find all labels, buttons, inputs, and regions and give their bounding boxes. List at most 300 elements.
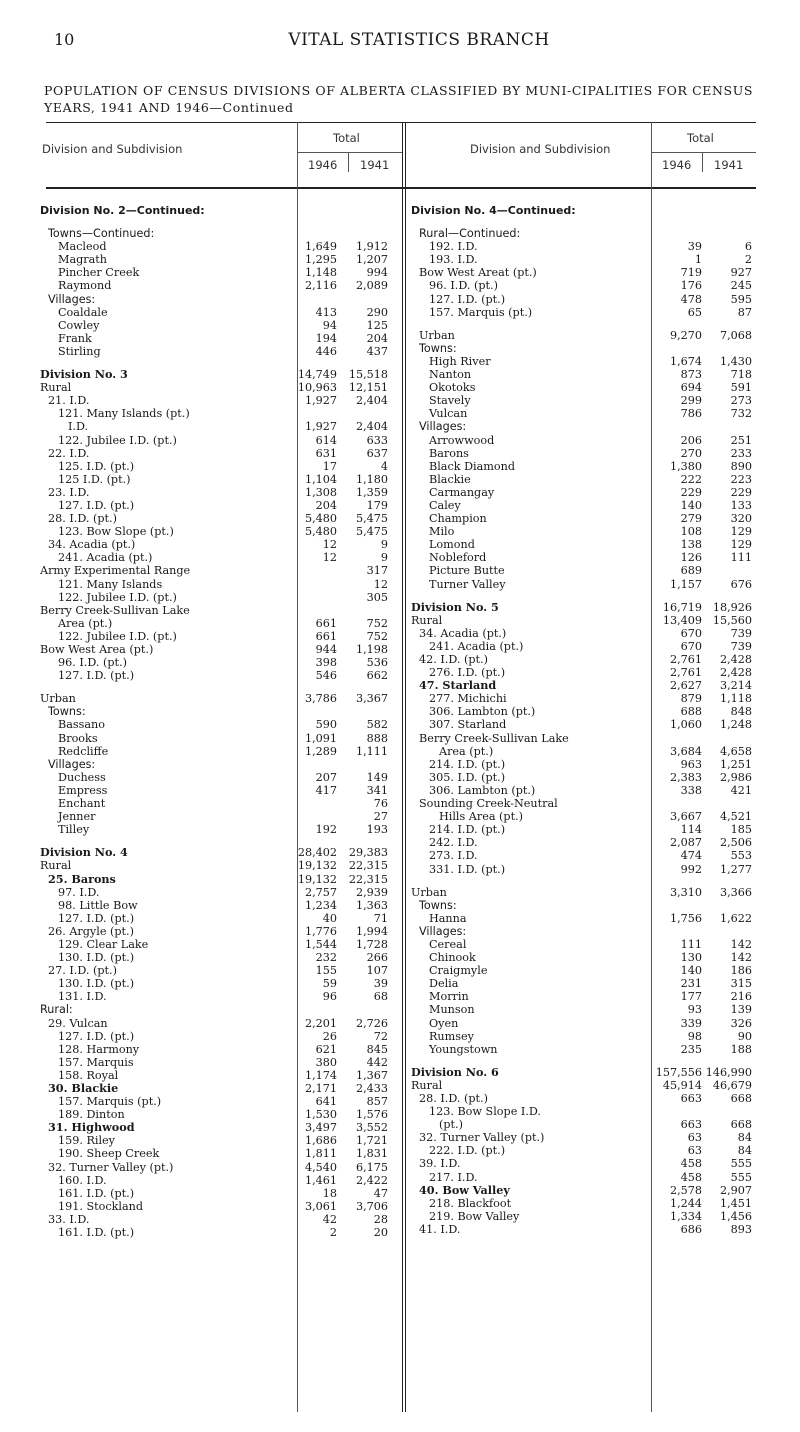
value-1941: 84 — [737, 1144, 752, 1158]
value-1946: 63 — [687, 1144, 702, 1158]
value-1946: 299 — [680, 394, 702, 408]
value-1941: 442 — [366, 1055, 388, 1069]
table-row — [411, 204, 756, 217]
value-1946: 1,530 — [304, 1108, 337, 1122]
value-1941: 71 — [373, 911, 388, 925]
value-1941: 290 — [366, 305, 388, 319]
table-row — [411, 977, 756, 990]
row-label: 39. I.D. — [419, 1157, 461, 1171]
row-label: Raymond — [58, 279, 112, 293]
row-label: 31. Highwood — [48, 1121, 135, 1135]
row-label: 193. I.D. — [429, 253, 478, 267]
value-1946: 1,334 — [669, 1209, 702, 1223]
table-row — [40, 1043, 396, 1056]
value-1941: 1,576 — [355, 1108, 388, 1122]
population-table — [40, 122, 756, 1412]
column-divider-rule-2 — [405, 122, 406, 1412]
row-label: 217. I.D. — [429, 1170, 478, 1184]
value-1941: 2,907 — [719, 1183, 752, 1197]
value-1941: 2,939 — [355, 885, 388, 899]
table-row — [411, 420, 756, 433]
row-label: 123. Bow Slope (pt.) — [58, 525, 174, 539]
value-1941: 732 — [730, 407, 752, 421]
value-1946: 417 — [315, 783, 337, 797]
row-label: 192. I.D. — [429, 240, 478, 254]
value-1941: 4,521 — [719, 810, 752, 824]
table-row — [411, 745, 756, 758]
value-1941: 888 — [366, 731, 388, 745]
left-year-divider — [348, 152, 349, 172]
value-1946: 413 — [315, 305, 337, 319]
table-row — [40, 486, 396, 499]
row-label: I.D. — [68, 420, 89, 434]
value-1946: 194 — [315, 331, 337, 345]
value-1946: 590 — [315, 718, 337, 732]
value-1946: 207 — [315, 770, 337, 784]
row-label: Jenner — [58, 810, 96, 824]
row-label: Division No. 4 — [40, 846, 128, 860]
value-1946: 1,686 — [304, 1134, 337, 1148]
row-label: Craigmyle — [429, 964, 488, 978]
value-1941: 5,475 — [355, 525, 388, 539]
table-row — [40, 669, 396, 682]
row-label: 122. Jubilee I.D. (pt.) — [58, 629, 177, 643]
value-1941: 2,726 — [355, 1016, 388, 1030]
right-header-total: Total — [687, 131, 714, 145]
value-1946: 614 — [315, 433, 337, 447]
table-row — [40, 797, 396, 810]
row-label: Rural — [40, 859, 72, 873]
row-label: 276. I.D. (pt.) — [429, 666, 506, 680]
value-1946: 2,171 — [304, 1082, 337, 1095]
row-label: Nanton — [429, 368, 472, 382]
value-1946: 206 — [680, 433, 702, 447]
left-header-1941: 1941 — [360, 158, 390, 172]
table-row — [40, 345, 396, 358]
value-1941: 12 — [373, 577, 388, 591]
value-1946: 1,104 — [304, 472, 337, 486]
value-1941: 1,430 — [719, 354, 752, 368]
value-1946: 14,749 — [297, 368, 337, 382]
value-1941: 857 — [366, 1095, 388, 1109]
value-1946: 474 — [680, 849, 702, 863]
row-label: Magrath — [58, 253, 108, 267]
value-1946: 339 — [680, 1016, 702, 1030]
value-1946: 111 — [680, 937, 702, 951]
value-1946: 663 — [680, 1118, 702, 1132]
table-row — [40, 705, 396, 718]
row-label: Towns: — [419, 898, 457, 912]
row-label: 34. Acadia (pt.) — [419, 626, 507, 640]
table-row — [411, 797, 756, 810]
row-label: Stirling — [58, 344, 101, 358]
value-1941: 185 — [730, 823, 752, 837]
row-label: 33. I.D. — [48, 1212, 90, 1226]
value-1946: 108 — [680, 525, 702, 539]
row-label: 128. Harmony — [58, 1042, 140, 1056]
value-1941: 142 — [730, 937, 752, 951]
row-label: 121. Many Islands (pt.) — [58, 407, 190, 421]
value-1941: 46,679 — [712, 1078, 752, 1092]
value-1946: 235 — [680, 1042, 702, 1056]
row-label: Delia — [429, 977, 459, 991]
row-label: Munson — [429, 1003, 475, 1017]
table-row — [411, 279, 756, 292]
value-1941: 1,451 — [719, 1196, 752, 1210]
value-1941: 1,248 — [719, 718, 752, 732]
table-row — [40, 630, 396, 643]
row-label: 307. Starland — [429, 718, 507, 732]
row-label: 241. Acadia (pt.) — [58, 551, 153, 565]
table-row — [40, 692, 396, 705]
table-row — [411, 381, 756, 394]
table-row — [411, 823, 756, 836]
row-label: 331. I.D. (pt.) — [429, 862, 506, 876]
value-1941: 193 — [366, 823, 388, 837]
value-1941: 595 — [730, 292, 752, 306]
left-header-total: Total — [333, 131, 360, 145]
value-1941: 9 — [380, 551, 388, 565]
table-row — [411, 1092, 756, 1105]
row-label: 125 I.D. (pt.) — [58, 472, 131, 486]
table-row — [411, 732, 756, 745]
value-1946: 1,927 — [304, 420, 337, 434]
value-1946: 398 — [315, 656, 337, 670]
row-label: 161. I.D. (pt.) — [58, 1186, 135, 1200]
value-1941: 7,068 — [719, 328, 752, 342]
row-label: Caley — [429, 498, 461, 512]
value-1941: 149 — [366, 770, 388, 784]
value-1946: 670 — [680, 626, 702, 640]
value-1941: 1,363 — [355, 898, 388, 912]
value-1941: 146,990 — [705, 1065, 752, 1079]
value-1946: 1,308 — [304, 485, 337, 499]
row-label: 32. Turner Valley (pt.) — [419, 1131, 545, 1145]
value-1946: 2,757 — [304, 885, 337, 899]
row-label: 277. Michichi — [429, 692, 507, 706]
value-1941: 129 — [730, 538, 752, 552]
value-1941: 188 — [730, 1042, 752, 1056]
table-row — [411, 653, 756, 666]
table-row — [40, 771, 396, 784]
row-label: Chinook — [429, 951, 476, 965]
table-title: POPULATION OF CENSUS DIVISIONS OF ALBERTA CLASSIFIED BY MUNI-CIPALITIES FOR CENSUS YEARS, 1941 AND 1946—Continued — [44, 83, 753, 115]
table-row — [40, 951, 396, 964]
table-row — [40, 460, 396, 473]
table-row — [40, 1017, 396, 1030]
value-1941: 87 — [737, 305, 752, 319]
row-label: 159. Riley — [58, 1134, 115, 1148]
row-label: 28. I.D. (pt.) — [48, 512, 117, 526]
row-label: 273. I.D. — [429, 849, 478, 863]
table-row — [40, 1174, 396, 1187]
row-label: Villages: — [48, 757, 96, 771]
value-1946: 1 — [694, 253, 702, 267]
value-1941: 68 — [373, 990, 388, 1004]
row-label: 26. Argyle (pt.) — [48, 924, 134, 938]
value-1941: 76 — [373, 797, 388, 811]
table-row — [40, 977, 396, 990]
value-1941: 273 — [730, 394, 752, 408]
table-row — [40, 745, 396, 758]
value-1941: 15,560 — [712, 613, 752, 627]
table-row — [40, 810, 396, 823]
row-label: Rumsey — [429, 1029, 474, 1043]
value-1941: 582 — [366, 718, 388, 732]
table-row — [411, 512, 756, 525]
value-1941: 1,456 — [719, 1209, 752, 1223]
table-row — [411, 899, 756, 912]
table-row — [40, 420, 396, 433]
table-row — [40, 407, 396, 420]
value-1941: 12,151 — [348, 381, 388, 395]
value-1941: 2 — [744, 253, 752, 267]
value-1946: 670 — [680, 639, 702, 653]
value-1941: 186 — [730, 964, 752, 978]
table-row — [40, 499, 396, 512]
value-1941: 676 — [730, 577, 752, 591]
row-label: Morrin — [429, 990, 469, 1004]
value-1946: 1,091 — [304, 731, 337, 745]
value-1946: 42 — [322, 1212, 337, 1226]
table-row — [40, 643, 396, 656]
value-1946: 2,087 — [669, 836, 702, 850]
table-row — [411, 460, 756, 473]
value-1941: 1,721 — [355, 1134, 388, 1148]
row-label: 30. Blackie — [48, 1082, 119, 1095]
value-1946: 1,244 — [669, 1196, 702, 1210]
table-row — [40, 591, 396, 604]
row-label: Enchant — [58, 797, 106, 811]
table-row — [411, 1017, 756, 1030]
table-row — [411, 578, 756, 591]
row-label: 130. I.D. (pt.) — [58, 977, 135, 991]
row-label: Villages: — [419, 420, 467, 434]
table-row — [411, 836, 756, 849]
table-row — [411, 601, 756, 614]
value-1946: 3,497 — [304, 1121, 337, 1135]
value-1941: 1,251 — [719, 757, 752, 771]
row-label: 42. I.D. (pt.) — [419, 653, 488, 666]
value-1946: 204 — [315, 498, 337, 512]
value-1946: 3,667 — [669, 810, 702, 824]
row-label: Division No. 2—Continued: — [40, 204, 205, 217]
row-label: Urban — [419, 328, 455, 342]
table-row — [40, 394, 396, 407]
value-1941: 1,277 — [719, 862, 752, 876]
value-1941: 668 — [730, 1092, 752, 1105]
table-row — [40, 512, 396, 525]
value-1946: 12 — [322, 551, 337, 565]
row-label: Division No. 5 — [411, 600, 499, 614]
value-1946: 28,402 — [297, 846, 337, 860]
row-label: 127. I.D. (pt.) — [429, 292, 506, 306]
value-1946: 338 — [680, 783, 702, 797]
table-row — [411, 227, 756, 240]
row-label: 96. I.D. (pt.) — [429, 279, 498, 293]
value-1946: 4,540 — [304, 1160, 337, 1174]
value-1941: 129 — [730, 525, 752, 539]
table-row — [411, 810, 756, 823]
value-1946: 963 — [680, 757, 702, 771]
row-label: Division No. 4—Continued: — [411, 204, 576, 217]
table-row — [411, 1184, 756, 1197]
table-row — [411, 407, 756, 420]
header-bottom-rule — [46, 187, 756, 189]
table-row — [411, 1043, 756, 1056]
table-row — [40, 279, 396, 292]
row-label: Stavely — [429, 394, 471, 408]
value-1941: 142 — [730, 951, 752, 965]
table-row — [411, 551, 756, 564]
table-row — [411, 679, 756, 692]
table-row — [40, 758, 396, 771]
row-label: 127. I.D. (pt.) — [58, 498, 135, 512]
table-row — [411, 266, 756, 279]
value-1941: 317 — [366, 564, 388, 578]
row-label: Brooks — [58, 731, 98, 745]
value-1946: 1,380 — [669, 459, 702, 473]
value-1946: 2,761 — [669, 666, 702, 680]
row-label: 242. I.D. — [429, 836, 478, 850]
value-1946: 16,719 — [662, 600, 702, 614]
value-1941: 3,366 — [719, 885, 752, 899]
value-1941: 90 — [737, 1029, 752, 1043]
left-column — [40, 194, 396, 1239]
value-1946: 10,963 — [297, 381, 337, 395]
row-label: Tilley — [58, 823, 90, 837]
value-1941: 3,367 — [355, 692, 388, 706]
value-1941: 47 — [373, 1186, 388, 1200]
value-1946: 686 — [680, 1222, 702, 1236]
table-row — [411, 1003, 756, 1016]
value-1941: 6,175 — [355, 1160, 388, 1174]
table-row — [411, 253, 756, 266]
value-1941: 2,428 — [719, 666, 752, 680]
table-row — [411, 627, 756, 640]
value-1946: 2,627 — [669, 679, 702, 693]
value-1941: 1,118 — [719, 692, 752, 706]
row-label: 98. Little Bow — [58, 898, 138, 912]
value-1941: 555 — [730, 1157, 752, 1171]
table-row — [40, 1213, 396, 1226]
table-row — [40, 899, 396, 912]
table-row — [40, 784, 396, 797]
value-1941: 1,111 — [355, 744, 388, 758]
table-row — [411, 499, 756, 512]
row-label: Carmangay — [429, 485, 495, 499]
value-1941: 739 — [730, 626, 752, 640]
value-1946: 1,674 — [669, 354, 702, 368]
row-label: 157. Marquis — [58, 1055, 134, 1069]
right-header-1941: 1941 — [714, 158, 744, 172]
value-1941: 2,422 — [355, 1173, 388, 1187]
table-row — [411, 538, 756, 551]
value-1941: 223 — [730, 472, 752, 486]
value-1941: 2,506 — [719, 836, 752, 850]
table-row — [411, 1210, 756, 1223]
row-label: Berry Creek-Sullivan Lake — [40, 603, 190, 617]
value-1941: 1,728 — [355, 937, 388, 951]
row-label: Rural: — [40, 1003, 73, 1017]
row-label: Rural—Continued: — [419, 227, 521, 241]
table-row — [40, 873, 396, 886]
value-1941: 2,986 — [719, 770, 752, 784]
right-header-division: Division and Subdivision — [470, 142, 611, 156]
value-1946: 96 — [322, 990, 337, 1004]
table-row — [40, 938, 396, 951]
value-1946: 176 — [680, 279, 702, 293]
table-row — [40, 473, 396, 486]
row-label: Barons — [429, 446, 469, 460]
table-row — [40, 306, 396, 319]
row-label: Duchess — [58, 770, 106, 784]
value-1946: 26 — [322, 1029, 337, 1043]
row-label: 191. Stockland — [58, 1199, 144, 1213]
table-row — [411, 1030, 756, 1043]
row-label: Towns: — [48, 705, 86, 719]
value-1946: 279 — [680, 512, 702, 526]
row-label: Turner Valley — [429, 577, 506, 591]
table-row — [411, 240, 756, 253]
value-1941: 637 — [366, 446, 388, 460]
value-1946: 222 — [680, 472, 702, 486]
right-year-divider — [702, 152, 703, 172]
row-label: 214. I.D. (pt.) — [429, 757, 506, 771]
value-1941: 1,912 — [355, 240, 388, 254]
row-label: 241. Acadia (pt.) — [429, 639, 524, 653]
table-row — [40, 319, 396, 332]
value-1941: 326 — [730, 1016, 752, 1030]
row-label: 160. I.D. — [58, 1173, 107, 1187]
table-row — [40, 718, 396, 731]
value-1941: 536 — [366, 656, 388, 670]
value-1941: 2,404 — [355, 394, 388, 408]
value-1946: 114 — [680, 823, 702, 837]
value-1946: 1,234 — [304, 898, 337, 912]
value-1946: 458 — [680, 1170, 702, 1184]
table-row — [411, 434, 756, 447]
value-1946: 446 — [315, 344, 337, 358]
value-1941: 553 — [730, 849, 752, 863]
row-label: 34. Acadia (pt.) — [48, 538, 136, 552]
table-row — [411, 1144, 756, 1157]
value-1946: 2,578 — [669, 1183, 702, 1197]
value-1946: 689 — [680, 564, 702, 578]
value-1941: 1,207 — [355, 253, 388, 267]
value-1941: 2,428 — [719, 653, 752, 666]
value-1946: 546 — [315, 669, 337, 683]
row-label: 28. I.D. (pt.) — [419, 1092, 488, 1105]
table-row — [40, 204, 396, 217]
value-1941: 204 — [366, 331, 388, 345]
value-1941: 245 — [730, 279, 752, 293]
value-1941: 251 — [730, 433, 752, 447]
row-label: 127. I.D. (pt.) — [58, 1029, 135, 1043]
value-1946: 63 — [687, 1131, 702, 1145]
table-row — [40, 368, 396, 381]
value-1946: 1,649 — [304, 240, 337, 254]
table-row — [40, 990, 396, 1003]
table-row — [411, 925, 756, 938]
table-row — [40, 1069, 396, 1082]
value-1946: 1,544 — [304, 937, 337, 951]
running-head: VITAL STATISTICS BRANCH — [288, 30, 550, 50]
value-1941: 216 — [730, 990, 752, 1004]
table-row — [40, 253, 396, 266]
table-row — [411, 964, 756, 977]
row-label: 96. I.D. (pt.) — [58, 656, 127, 670]
